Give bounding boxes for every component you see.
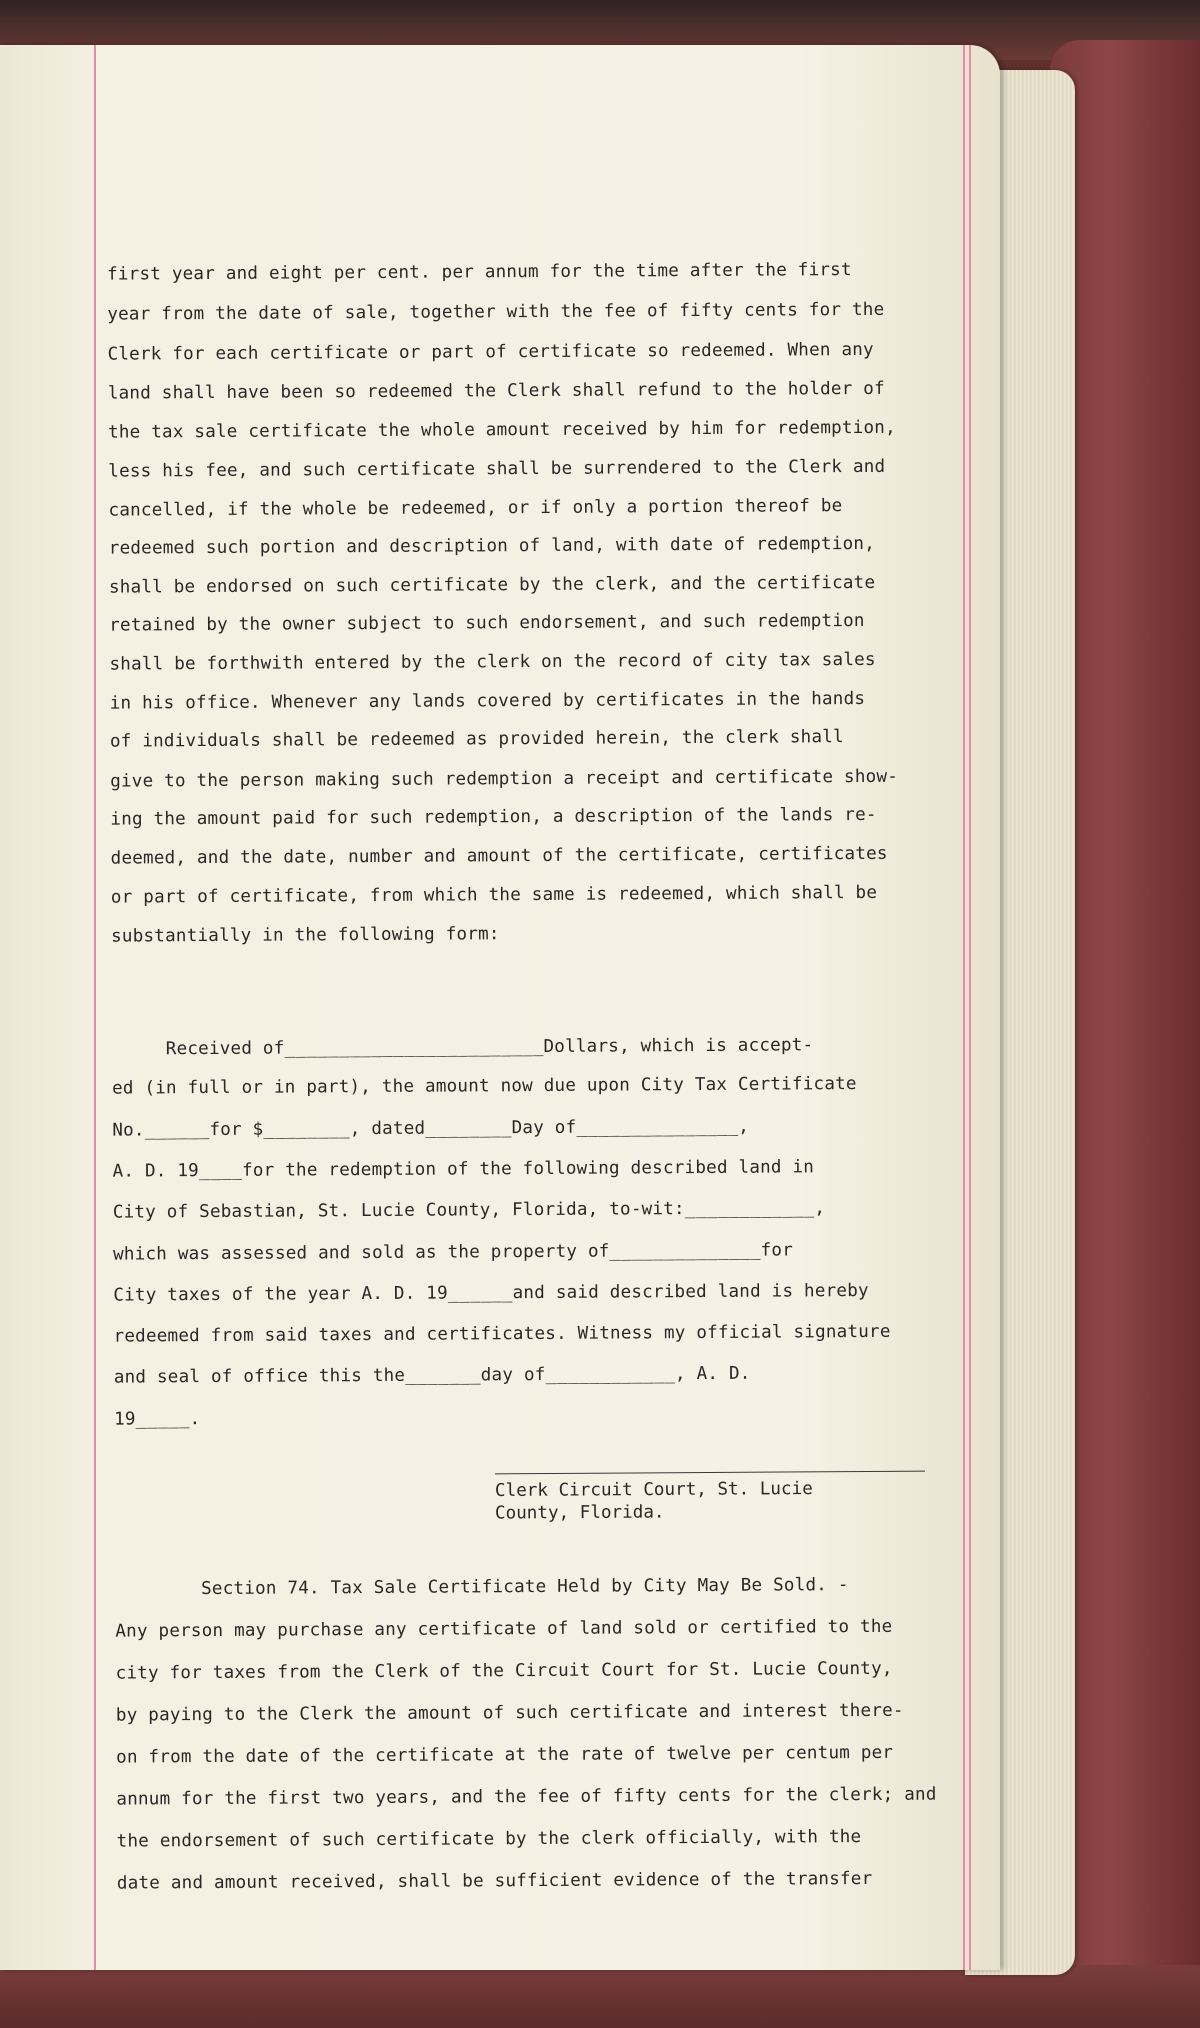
margin-rule-right-double — [969, 45, 971, 1970]
text-line: redeemed such portion and description of land, with date of redemption, — [108, 533, 876, 559]
text-line: by paying to the Clerk the amount of such certificate and interest there- — [115, 1700, 904, 1726]
text-line: less his fee, and such certificate shall be surrendered to the Clerk and — [108, 456, 886, 482]
text-line: or part of certificate, from which the same is redeemed, which shall be — [110, 882, 878, 908]
text-line: substantially in the following form: — [111, 924, 500, 947]
text-line: annum for the first two years, and the fee of fifty cents for the clerk; and — [116, 1784, 937, 1810]
margin-rule-right — [963, 45, 965, 1970]
text-line: first year and eight per cent. per annum for the time after the first — [107, 260, 852, 285]
form-line: A. D. 19____for the redemption of the following described land in — [112, 1157, 815, 1182]
text-line: retained by the owner subject to such endorsement, and such redemption — [109, 610, 865, 636]
form-line: which was assessed and sold as the property of______________for — [112, 1240, 794, 1265]
text-line: of individuals shall be redeemed as provided herein, the clerk shall — [109, 727, 844, 752]
text-line: the tax sale certificate the whole amount received by him for redemption, — [107, 417, 896, 443]
form-line: Received of________________________Dollars, which is accept- — [111, 1035, 814, 1060]
text-line: Clerk for each certificate or part of certificate so redeemed. When any — [107, 339, 874, 365]
form-line: ed (in full or in part), the amount now due upon City Tax Certificate — [111, 1074, 857, 1099]
text-line: city for taxes from the Clerk of the Circuit Court for St. Lucie County, — [115, 1658, 893, 1684]
form-line: 19_____. — [114, 1409, 201, 1430]
text-line: give to the person making such redemption a receipt and certificate show- — [110, 766, 899, 792]
text-line: year from the date of sale, together with the fee of fifty cents for the — [107, 299, 885, 325]
text-line: ing the amount paid for such redemption, a description of the lands re- — [110, 804, 877, 830]
text-line: shall be forthwith entered by the clerk on the record of city tax sales — [109, 649, 876, 675]
text-line: date and amount received, shall be sufficient evidence of the transfer — [116, 1868, 873, 1894]
margin-rule-left — [94, 45, 96, 1970]
form-line: redeemed from said taxes and certificates. Witness my official signature — [113, 1321, 891, 1347]
text-line: on from the date of the certificate at the rate of twelve per centum per — [116, 1742, 894, 1768]
text-line: the endorsement of such certificate by the clerk officially, with the — [116, 1827, 862, 1852]
signature-label-line1: Clerk Circuit Court, St. Lucie — [494, 1479, 813, 1501]
signature-label-line2: County, Florida. — [494, 1502, 665, 1524]
text-line: shall be endorsed on such certificate by the clerk, and the certificate — [108, 572, 876, 598]
text-line: cancelled, if the whole be redeemed, or if only a portion thereof be — [108, 496, 843, 521]
form-line: No.______for $________, dated________Day of_______________, — [112, 1116, 750, 1141]
text-line: land shall have been so redeemed the Clerk shall refund to the holder of — [107, 378, 885, 404]
text-line: Any person may purchase any certificate of land sold or certified to the — [115, 1616, 893, 1642]
form-line: City of Sebastian, St. Lucie County, Florida, to-wit:____________, — [112, 1198, 826, 1223]
text-line: deemed, and the date, number and amount of the certificate, certificates — [110, 843, 888, 869]
form-line: City taxes of the year A. D. 19______and said described land is hereby — [113, 1280, 869, 1306]
form-line: and seal of office this the_______day of____________, A. D. — [113, 1363, 751, 1388]
section-heading: Section 74. Tax Sale Certificate Held by City May Be Sold. - — [201, 1575, 849, 1600]
text-line: in his office. Whenever any lands covered by certificates in the hands — [109, 688, 866, 714]
